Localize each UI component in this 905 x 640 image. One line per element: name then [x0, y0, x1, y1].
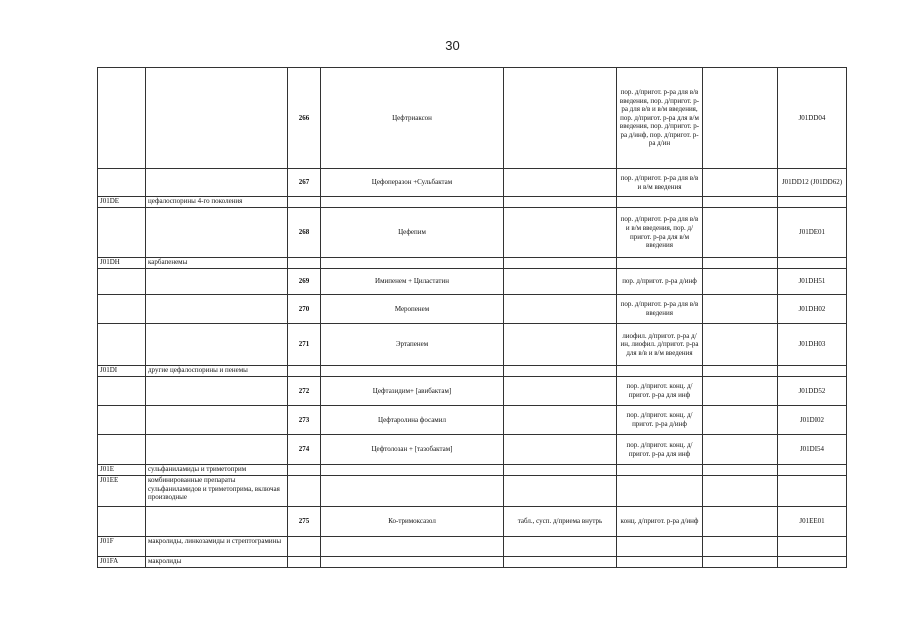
empty-cell	[98, 169, 146, 197]
empty-cell	[146, 208, 288, 258]
empty-cell	[703, 377, 778, 406]
dosage-form-oral-cell	[504, 406, 617, 435]
dosage-form-cell: пор. д/пригот. р-ра для в/в введения, пор. д/пригот. р-ра для в/в и в/м введения, пор. д/пригот. р-ра для в/м введения, пор. д/пригот. р-ра д/инф, пор. д/пригот. р-ра д/ин	[617, 68, 703, 169]
atc-group-name-cell: другие цефалоспорины и пенемы	[146, 366, 288, 377]
empty-cell	[778, 537, 847, 557]
empty-cell	[98, 324, 146, 366]
atc-group-name-cell: карбапенемы	[146, 258, 288, 269]
empty-cell	[703, 68, 778, 169]
drug-name-cell: Цефтазидим+ [авибактам]	[321, 377, 504, 406]
empty-cell	[703, 557, 778, 568]
empty-cell	[321, 537, 504, 557]
atc-group-name-cell: цефалоспорины 4-го поколения	[146, 197, 288, 208]
page-number: 30	[445, 38, 460, 53]
empty-cell	[504, 557, 617, 568]
atc-group-name-cell: комбинированные препараты сульфаниламидов и триметоприма, включая производные	[146, 476, 288, 507]
dosage-form-oral-cell	[504, 269, 617, 295]
dosage-form-oral-cell	[504, 208, 617, 258]
empty-cell	[703, 197, 778, 208]
atc-code-cell: J01DH02	[778, 295, 847, 324]
atc-group-code-cell: J01F	[98, 537, 146, 557]
empty-cell	[703, 366, 778, 377]
empty-cell	[504, 258, 617, 269]
atc-group-code-cell: J01EE	[98, 476, 146, 507]
atc-code-cell: J01DD04	[778, 68, 847, 169]
drug-name-cell: Ко-тримоксазол	[321, 507, 504, 537]
drug-name-cell: Цефепим	[321, 208, 504, 258]
atc-code-cell: J01DI02	[778, 406, 847, 435]
row-number-cell: 274	[288, 435, 321, 465]
empty-cell	[146, 507, 288, 537]
empty-cell	[778, 476, 847, 507]
empty-cell	[146, 269, 288, 295]
dosage-form-oral-cell	[504, 377, 617, 406]
empty-cell	[321, 197, 504, 208]
empty-cell	[288, 465, 321, 476]
empty-cell	[778, 197, 847, 208]
empty-cell	[146, 169, 288, 197]
atc-group-code-cell: J01DI	[98, 366, 146, 377]
empty-cell	[288, 366, 321, 377]
empty-cell	[778, 366, 847, 377]
drug-name-cell: Цефоперазон +Сульбактам	[321, 169, 504, 197]
dosage-form-cell: конц. д/пригот. р-ра д/инф	[617, 507, 703, 537]
empty-cell	[703, 507, 778, 537]
row-number-cell: 269	[288, 269, 321, 295]
dosage-form-cell: пор. д/пригот. р-ра для в/в введения	[617, 295, 703, 324]
empty-cell	[98, 295, 146, 324]
empty-cell	[703, 406, 778, 435]
empty-cell	[504, 476, 617, 507]
table-row	[98, 377, 847, 406]
drug-name-cell: Цефтолозан + [тазобактам]	[321, 435, 504, 465]
empty-cell	[98, 435, 146, 465]
empty-cell	[146, 68, 288, 169]
empty-cell	[504, 197, 617, 208]
empty-cell	[703, 208, 778, 258]
table-group-row	[98, 476, 847, 507]
empty-cell	[288, 197, 321, 208]
empty-cell	[288, 476, 321, 507]
empty-cell	[146, 295, 288, 324]
table-row	[98, 406, 847, 435]
empty-cell	[98, 208, 146, 258]
empty-cell	[146, 406, 288, 435]
empty-cell	[288, 557, 321, 568]
empty-cell	[321, 366, 504, 377]
dosage-form-cell: лиофил. д/пригот. р-ра д/ин, лиофил. д/пригот. р-ра для в/в и в/м введения	[617, 324, 703, 366]
empty-cell	[146, 324, 288, 366]
table-row	[98, 68, 847, 169]
empty-cell	[617, 258, 703, 269]
table-row	[98, 507, 847, 537]
atc-group-code-cell: J01E	[98, 465, 146, 476]
empty-cell	[146, 435, 288, 465]
empty-cell	[703, 537, 778, 557]
dosage-form-cell: пор. д/пригот. р-ра для в/в и в/м введения, пор. д/пригот. р-ра для в/м введения	[617, 208, 703, 258]
dosage-form-cell: пор. д/пригот. конц. д/пригот. р-ра для инф	[617, 435, 703, 465]
dosage-form-cell: пор. д/пригот. конц. д/пригот. р-ра д/инф	[617, 406, 703, 435]
empty-cell	[617, 476, 703, 507]
table-group-row	[98, 366, 847, 377]
dosage-form-oral-cell: табл., сусп. д/приема внутрь	[504, 507, 617, 537]
empty-cell	[703, 324, 778, 366]
table-group-row	[98, 557, 847, 568]
table-group-row	[98, 465, 847, 476]
atc-code-cell: J01DH51	[778, 269, 847, 295]
dosage-form-oral-cell	[504, 324, 617, 366]
empty-cell	[617, 557, 703, 568]
row-number-cell: 272	[288, 377, 321, 406]
dosage-form-cell: пор. д/пригот. р-ра для в/в и в/м введения	[617, 169, 703, 197]
atc-group-code-cell: J01DE	[98, 197, 146, 208]
dosage-form-oral-cell	[504, 295, 617, 324]
empty-cell	[98, 68, 146, 169]
table-row	[98, 435, 847, 465]
atc-code-cell: J01DH03	[778, 324, 847, 366]
empty-cell	[98, 377, 146, 406]
dosage-form-cell: пор. д/пригот. конц. д/пригот. р-ра для инф	[617, 377, 703, 406]
atc-group-name-cell: сульфаниламиды и триметоприм	[146, 465, 288, 476]
empty-cell	[778, 258, 847, 269]
table-group-row	[98, 258, 847, 269]
row-number-cell: 273	[288, 406, 321, 435]
drug-name-cell: Цефтаролина фосамил	[321, 406, 504, 435]
row-number-cell: 268	[288, 208, 321, 258]
atc-group-code-cell: J01DH	[98, 258, 146, 269]
atc-group-name-cell: макролиды	[146, 557, 288, 568]
medication-table	[97, 67, 847, 568]
row-number-cell: 271	[288, 324, 321, 366]
row-number-cell: 267	[288, 169, 321, 197]
atc-code-cell: J01DI54	[778, 435, 847, 465]
empty-cell	[146, 377, 288, 406]
atc-group-name-cell: макролиды, линкозамиды и стрептограмины	[146, 537, 288, 557]
empty-cell	[703, 258, 778, 269]
table-row	[98, 169, 847, 197]
drug-name-cell: Меропенем	[321, 295, 504, 324]
table-row	[98, 295, 847, 324]
empty-cell	[504, 366, 617, 377]
empty-cell	[703, 435, 778, 465]
empty-cell	[98, 406, 146, 435]
atc-code-cell: J01EE01	[778, 507, 847, 537]
dosage-form-oral-cell	[504, 169, 617, 197]
row-number-cell: 270	[288, 295, 321, 324]
row-number-cell: 275	[288, 507, 321, 537]
empty-cell	[703, 169, 778, 197]
empty-cell	[778, 465, 847, 476]
dosage-form-cell: пор. д/пригот. р-ра д/инф	[617, 269, 703, 295]
atc-code-cell: J01DD12 (J01DD62)	[778, 169, 847, 197]
table-row	[98, 324, 847, 366]
drug-name-cell: Имипенем + Циластатин	[321, 269, 504, 295]
atc-group-code-cell: J01FA	[98, 557, 146, 568]
empty-cell	[778, 557, 847, 568]
dosage-form-oral-cell	[504, 68, 617, 169]
empty-cell	[288, 537, 321, 557]
row-number-cell: 266	[288, 68, 321, 169]
atc-code-cell: J01DD52	[778, 377, 847, 406]
empty-cell	[504, 465, 617, 476]
empty-cell	[321, 476, 504, 507]
empty-cell	[321, 465, 504, 476]
empty-cell	[504, 537, 617, 557]
dosage-form-oral-cell	[504, 435, 617, 465]
table-row	[98, 208, 847, 258]
drug-name-cell: Эртапенем	[321, 324, 504, 366]
empty-cell	[321, 258, 504, 269]
empty-cell	[288, 258, 321, 269]
empty-cell	[321, 557, 504, 568]
empty-cell	[98, 269, 146, 295]
empty-cell	[617, 197, 703, 208]
drug-name-cell: Цефтриаксон	[321, 68, 504, 169]
table-group-row	[98, 537, 847, 557]
empty-cell	[703, 465, 778, 476]
empty-cell	[617, 465, 703, 476]
atc-code-cell: J01DE01	[778, 208, 847, 258]
empty-cell	[617, 366, 703, 377]
empty-cell	[703, 269, 778, 295]
table-group-row	[98, 197, 847, 208]
table-row	[98, 269, 847, 295]
empty-cell	[98, 507, 146, 537]
empty-cell	[703, 295, 778, 324]
empty-cell	[617, 537, 703, 557]
empty-cell	[703, 476, 778, 507]
medication-table-body	[98, 68, 847, 568]
